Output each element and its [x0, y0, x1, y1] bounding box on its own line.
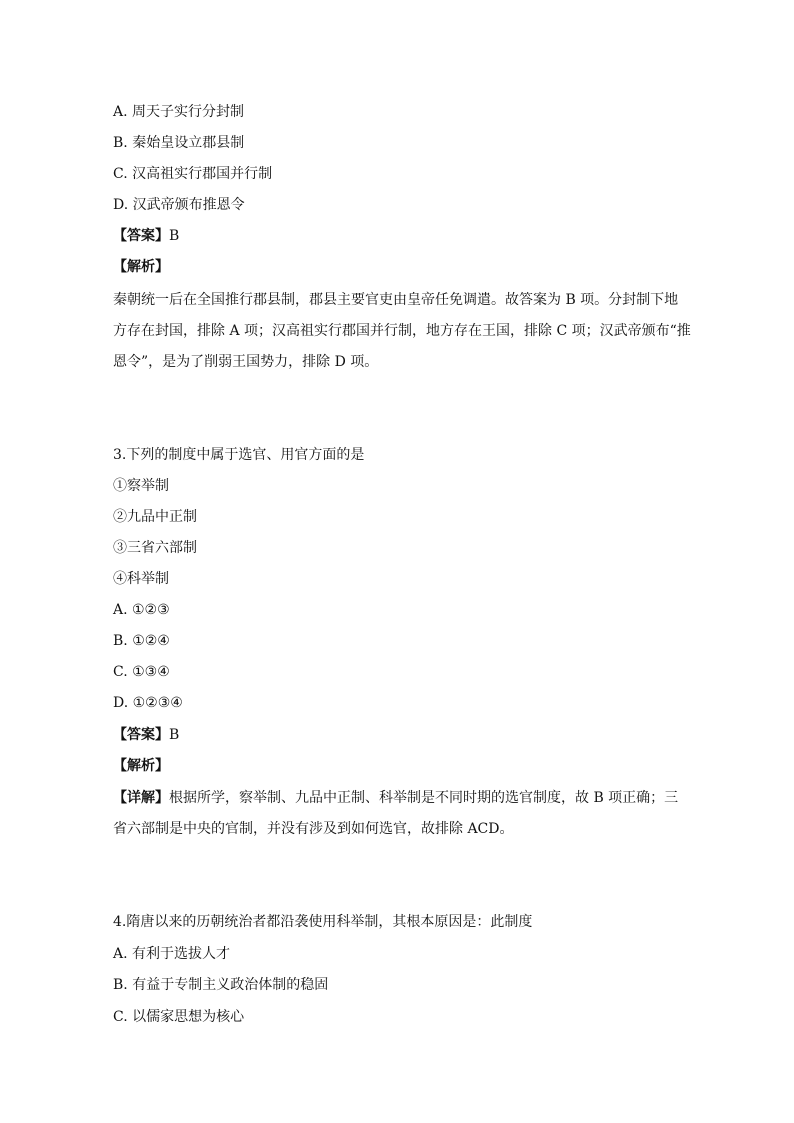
q4-stem: 4.隋唐以来的历朝统治者都沿袭使用科举制，其根本原因是：此制度 — [113, 914, 533, 930]
q3-item-1: ①察举制 — [113, 478, 169, 494]
q4-option-c: C. 以儒家思想为核心 — [113, 1009, 245, 1025]
q2-option-c: C. 汉高祖实行郡国并行制 — [113, 166, 273, 182]
analysis-tag: 【解析】 — [113, 758, 169, 774]
q4-option-a: A. 有利于选拔人才 — [113, 946, 231, 962]
q2-option-d: D. 汉武帝颁布推恩令 — [113, 197, 245, 213]
q3-analysis-heading — [113, 758, 693, 774]
answer-tag: 【答案】 — [113, 228, 169, 244]
q2-analysis-line-1: 秦朝统一后在全国推行郡县制，郡县主要官吏由皇帝任免调遣。故答案为 B 项。分封制下地 — [113, 292, 679, 308]
q3-item-4: ④科举制 — [113, 571, 169, 587]
q2-answer — [113, 228, 693, 244]
q3-item-3: ③三省六部制 — [113, 540, 197, 556]
q3-detail-line-1 — [113, 790, 693, 806]
q4-option-b: B. 有益于专制主义政治体制的稳固 — [113, 977, 329, 993]
detail-tag: 【详解】 — [113, 790, 169, 806]
q3-option-b: B. ①②④ — [113, 633, 170, 649]
detail-text: 根据所学，察举制、九品中正制、科举制是不同时期的选官制度，故 B 项正确；三 — [169, 790, 679, 806]
q3-answer — [113, 727, 693, 743]
q2-analysis-line-2: 方存在封国，排除 A 项；汉高祖实行郡国并行制，地方存在王国，排除 C 项；汉武帝颁布“推 — [113, 323, 691, 339]
q3-item-2: ②九品中正制 — [113, 509, 197, 525]
answer-value: B — [169, 228, 180, 244]
q2-option-b: B. 秦始皇设立郡县制 — [113, 135, 245, 151]
q3-option-d: D. ①②③④ — [113, 695, 183, 711]
q2-analysis-heading — [113, 259, 693, 275]
analysis-tag: 【解析】 — [113, 259, 169, 275]
q3-stem: 3.下列的制度中属于选官、用官方面的是 — [113, 447, 365, 463]
q3-option-a: A. ①②③ — [113, 602, 170, 618]
q3-option-c: C. ①③④ — [113, 664, 170, 680]
q3-detail-line-2: 省六部制是中央的官制，并没有涉及到如何选官，故排除 ACD。 — [113, 821, 514, 837]
q2-option-a: A. 周天子实行分封制 — [113, 104, 245, 120]
q2-analysis-line-3: 恩令”，是为了削弱王国势力，排除 D 项。 — [113, 354, 379, 370]
answer-tag: 【答案】 — [113, 727, 169, 743]
answer-value: B — [169, 727, 180, 743]
